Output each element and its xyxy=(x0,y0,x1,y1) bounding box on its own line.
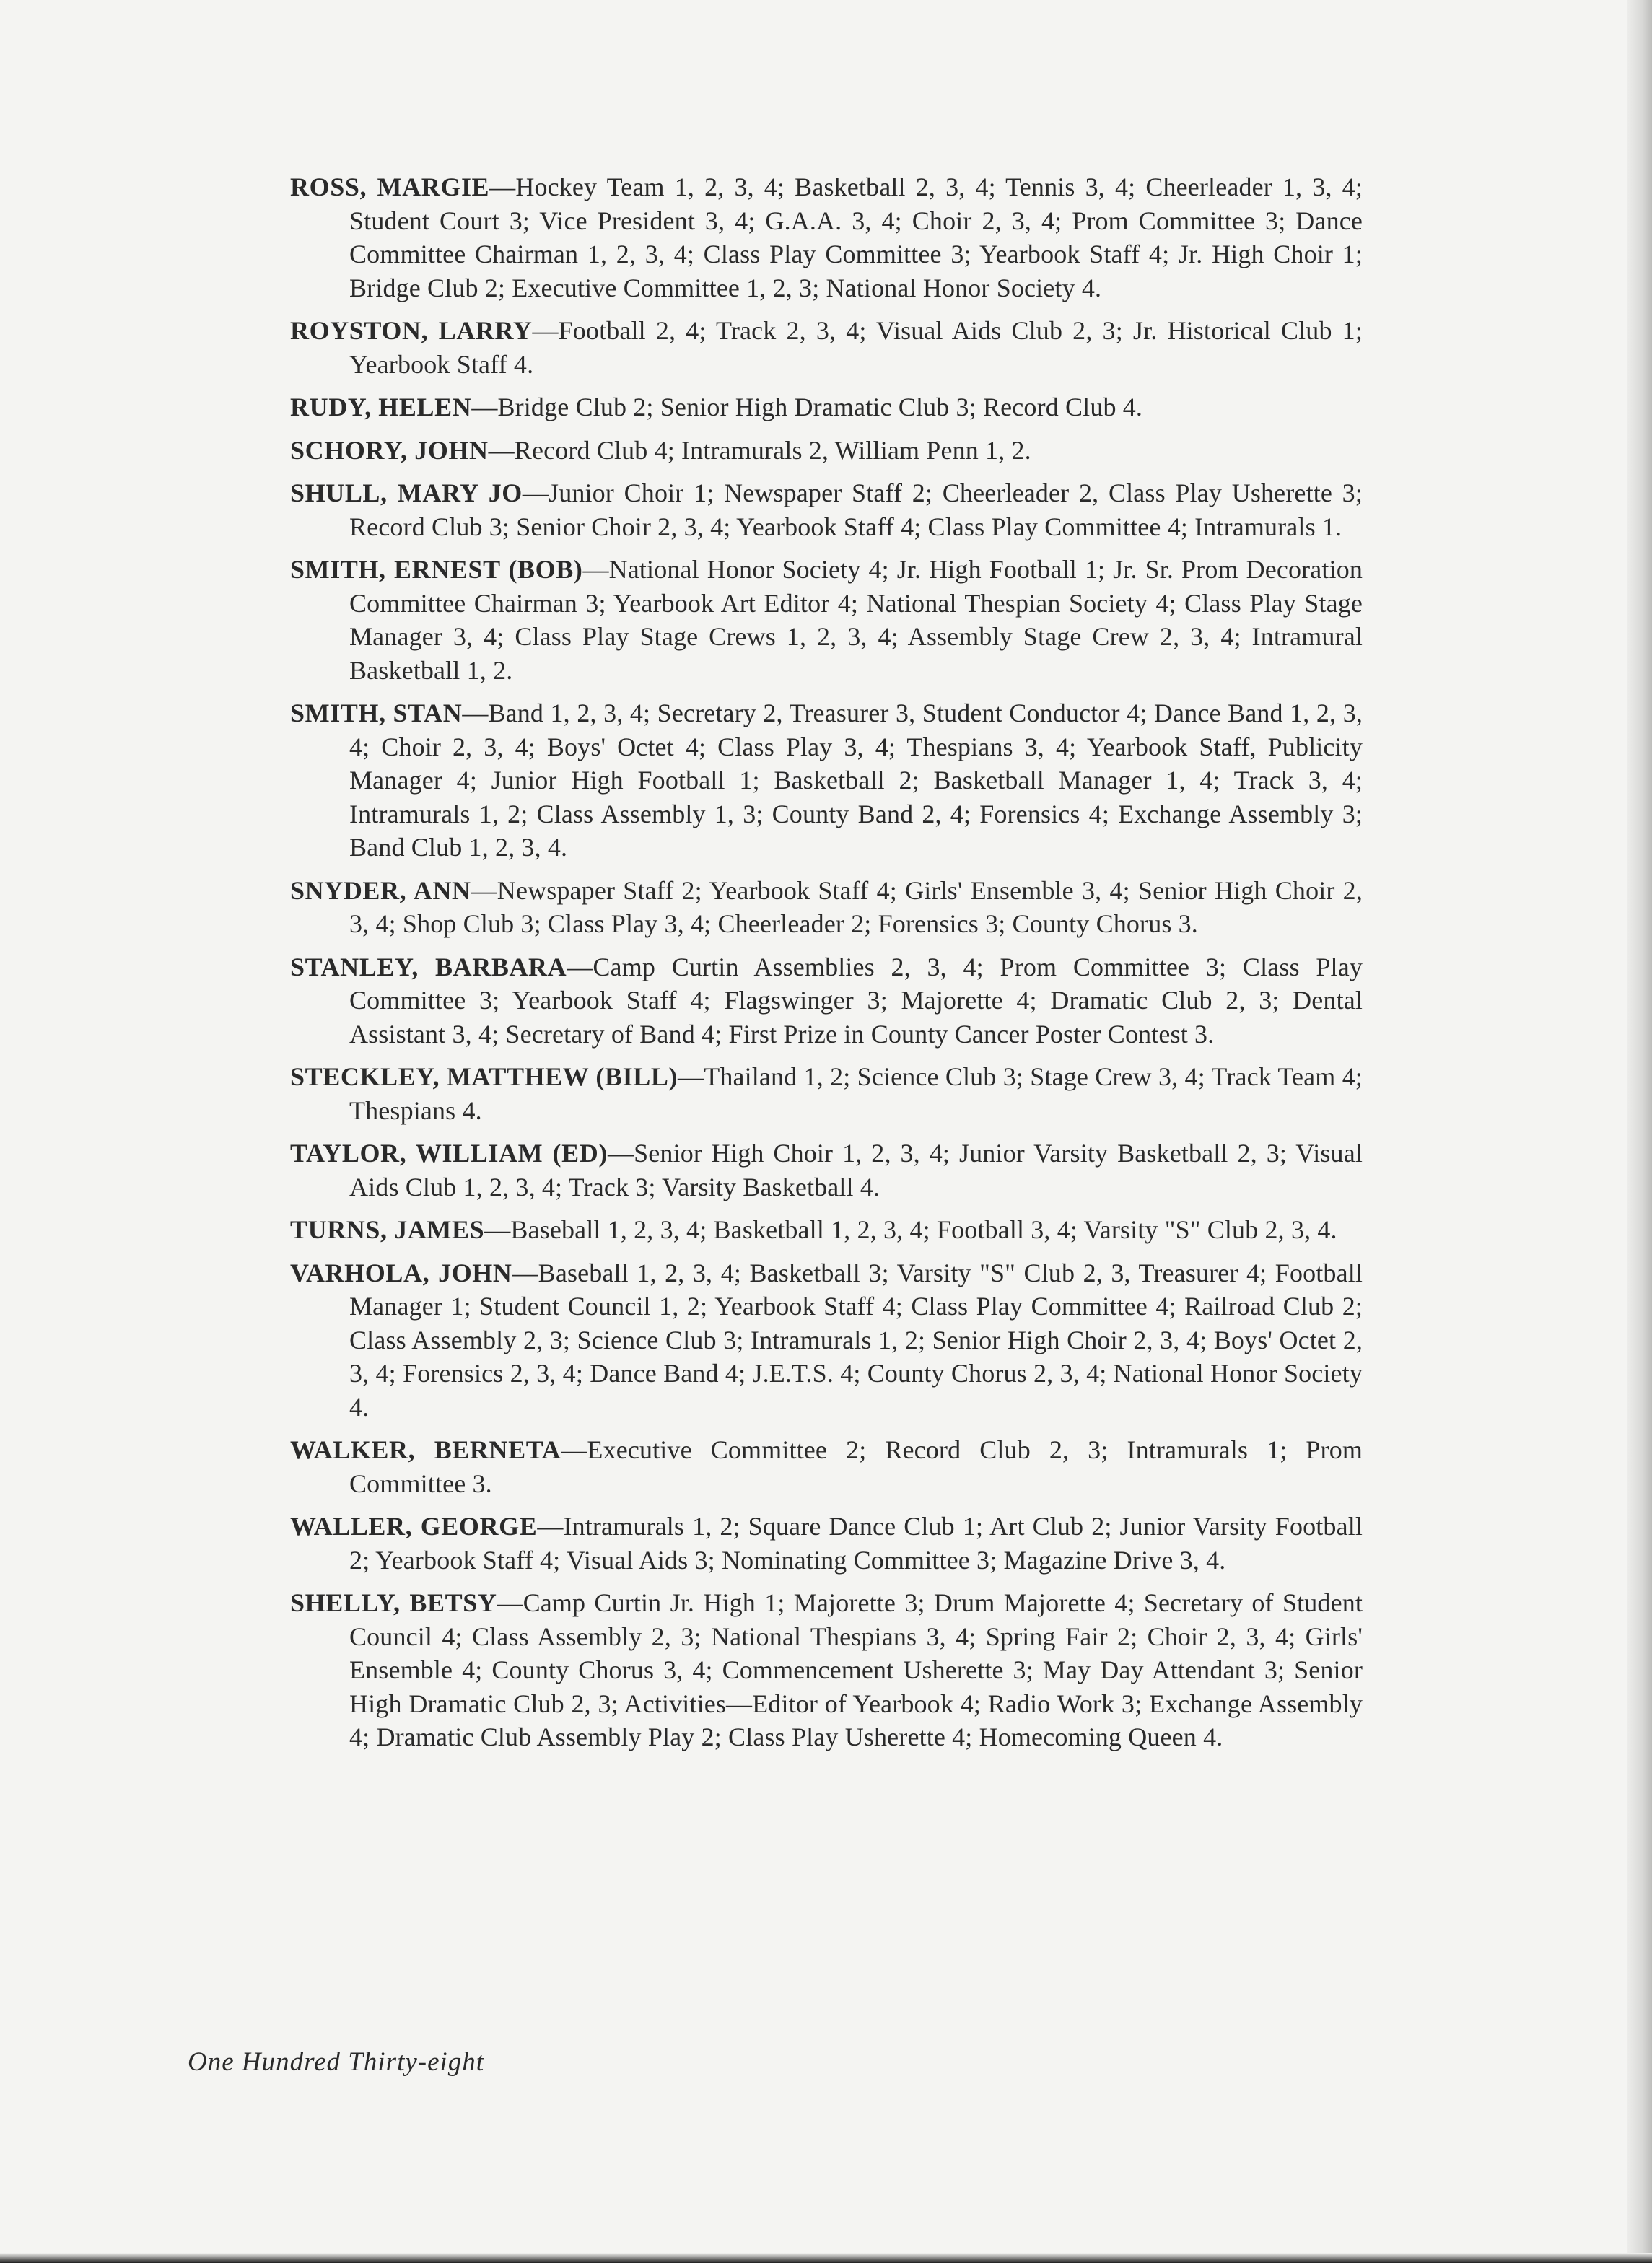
activities-text: —Executive Committee 2; Record Club 2, 3; Intramurals 1; Prom Committee 3. xyxy=(349,1435,1363,1498)
page-number: One Hundred Thirty-eight xyxy=(188,2047,485,2077)
student-name: SMITH, STAN xyxy=(290,699,463,727)
list-item xyxy=(290,476,1363,543)
activities-text: —National Honor Society 4; Jr. High Football 1; Jr. Sr. Prom Decoration Committee Chairman 3; Yearbook Art Editor 4; National Thespian Society 4; Class Play Stage Manager 3, 4; Class Play Stage Crews 1, 2, 3, 4; Assembly Stage Crew 2, 3, 4; Intramural Basketball 1, 2. xyxy=(349,555,1363,685)
activities-text: —Thailand 1, 2; Science Club 3; Stage Crew 3, 4; Track Team 4; Thespians 4. xyxy=(349,1062,1363,1125)
list-item xyxy=(290,950,1363,1051)
activity-list xyxy=(290,170,1363,1764)
list-item xyxy=(290,1137,1363,1204)
list-item xyxy=(290,390,1363,424)
list-item xyxy=(290,1256,1363,1424)
list-item xyxy=(290,1586,1363,1754)
activities-text: —Football 2, 4; Track 2, 3, 4; Visual Aids Club 2, 3; Jr. Historical Club 1; Yearbook Staff 4. xyxy=(349,316,1363,379)
student-name: WALLER, GEORGE xyxy=(290,1512,538,1541)
list-item xyxy=(290,170,1363,305)
activities-text: —Bridge Club 2; Senior High Dramatic Club 3; Record Club 4. xyxy=(471,393,1143,421)
student-name: TURNS, JAMES xyxy=(290,1215,485,1244)
student-name: SHELLY, BETSY xyxy=(290,1588,497,1617)
activities-text: —Intramurals 1, 2; Square Dance Club 1; Art Club 2; Junior Varsity Football 2; Yearbook Staff 4; Visual Aids 3; Nominating Committee 3; Magazine Drive 3, 4. xyxy=(349,1512,1363,1575)
page-edge-shadow xyxy=(1627,0,1652,2263)
activities-text: —Camp Curtin Assemblies 2, 3, 4; Prom Committee 3; Class Play Committee 3; Yearbook Staff 4; Flagswinger 3; Majorette 4; Dramatic Club 2, 3; Dental Assistant 3, 4; Secretary of Band 4; First Prize in County Cancer Poster Contest 3. xyxy=(349,952,1363,1049)
student-name: ROYSTON, LARRY xyxy=(290,316,533,345)
activities-text: —Junior Choir 1; Newspaper Staff 2; Cheerleader 2, Class Play Usherette 3; Record Club 3; Senior Choir 2, 3, 4; Yearbook Staff 4; Class Play Committee 4; Intramurals 1. xyxy=(349,478,1363,541)
activities-text: —Newspaper Staff 2; Yearbook Staff 4; Girls' Ensemble 3, 4; Senior High Choir 2, 3, 4; Shop Club 3; Class Play 3, 4; Cheerleader 2; Forensics 3; County Chorus 3. xyxy=(349,875,1363,938)
activities-text: —Record Club 4; Intramurals 2, William Penn 1, 2. xyxy=(488,435,1031,465)
activities-text: —Baseball 1, 2, 3, 4; Basketball 1, 2, 3, 4; Football 3, 4; Varsity "S" Club 2, 3, 4. xyxy=(484,1215,1337,1244)
activities-text: —Hockey Team 1, 2, 3, 4; Basketball 2, 3, 4; Tennis 3, 4; Cheerleader 1, 3, 4; Student Court 3; Vice President 3, 4; G.A.A. 3, 4; Choir 2, 3, 4; Prom Committee 3; Dance Committee Chairman 1, 2, 3, 4; Class Play Committee 3; Yearbook Staff 4; Jr. High Choir 1; Bridge Club 2; Executive Committee 1, 2, 3; National Honor Society 4. xyxy=(349,172,1363,302)
student-name: RUDY, HELEN xyxy=(290,393,472,421)
list-item xyxy=(290,696,1363,865)
student-name: STANLEY, BARBARA xyxy=(290,952,567,981)
student-name: SMITH, ERNEST (BOB) xyxy=(290,555,583,584)
list-item xyxy=(290,874,1363,941)
student-name: STECKLEY, MATTHEW (BILL) xyxy=(290,1062,678,1091)
list-item xyxy=(290,1060,1363,1127)
student-name: ROSS, MARGIE xyxy=(290,172,490,201)
student-name: TAYLOR, WILLIAM (ED) xyxy=(290,1139,608,1168)
list-item xyxy=(290,553,1363,687)
list-item xyxy=(290,1213,1363,1247)
page-bottom-edge xyxy=(0,2253,1652,2263)
list-item xyxy=(290,314,1363,381)
activities-text: —Baseball 1, 2, 3, 4; Basketball 3; Varsity "S" Club 2, 3, Treasurer 4; Football Manager 1; Student Council 1, 2; Yearbook Staff 4; Class Play Committee 4; Railroad Club 2; Class Assembly 2, 3; Science Club 3; Intramurals 1, 2; Senior High Choir 2, 3, 4; Boys' Octet 2, 3, 4; Forensics 2, 3, 4; Dance Band 4; J.E.T.S. 4; County Chorus 2, 3, 4; National Honor Society 4. xyxy=(349,1258,1363,1422)
list-item xyxy=(290,434,1363,468)
activities-text: —Camp Curtin Jr. High 1; Majorette 3; Drum Majorette 4; Secretary of Student Council 4; Class Assembly 2, 3; National Thespians 3, 4; Spring Fair 2; Choir 2, 3, 4; Girls' Ensemble 4; County Chorus 3, 4; Commencement Usherette 3; May Day Attendant 3; Senior High Dramatic Club 2, 3; Activities—Editor of Yearbook 4; Radio Work 3; Exchange Assembly 4; Dramatic Club Assembly Play 2; Class Play Usherette 4; Homecoming Queen 4. xyxy=(349,1588,1363,1751)
student-name: SHULL, MARY JO xyxy=(290,478,523,507)
list-item xyxy=(290,1510,1363,1577)
list-item xyxy=(290,1433,1363,1500)
student-name: SNYDER, ANN xyxy=(290,875,471,905)
activities-text: —Senior High Choir 1, 2, 3, 4; Junior Varsity Basketball 2, 3; Visual Aids Club 1, 2, 3, 4; Track 3; Varsity Basketball 4. xyxy=(349,1139,1363,1201)
student-name: SCHORY, JOHN xyxy=(290,435,489,465)
student-name: WALKER, BERNETA xyxy=(290,1435,561,1464)
activities-text: —Band 1, 2, 3, 4; Secretary 2, Treasurer 3, Student Conductor 4; Dance Band 1, 2, 3, 4; Choir 2, 3, 4; Boys' Octet 4; Class Play 3, 4; Thespians 3, 4; Yearbook Staff, Publicity Manager 4; Junior High Football 1; Basketball 2; Basketball Manager 1, 4; Track 3, 4; Intramurals 1, 2; Class Assembly 1, 3; County Band 2, 4; Forensics 4; Exchange Assembly 3; Band Club 1, 2, 3, 4. xyxy=(349,699,1363,862)
student-name: VARHOLA, JOHN xyxy=(290,1258,512,1287)
